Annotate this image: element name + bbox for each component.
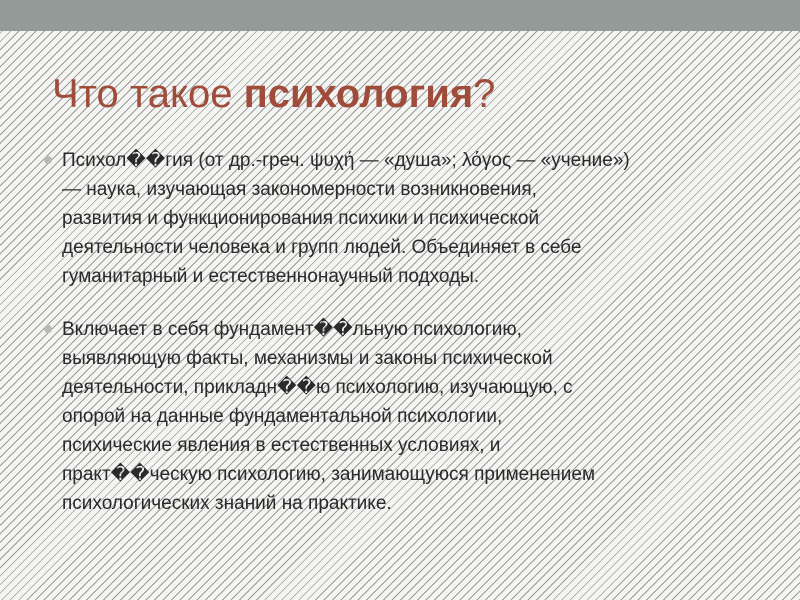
bullet-dot-icon: [44, 156, 52, 164]
slide-title-prefix: Что такое: [52, 72, 244, 116]
bullet-item-branches: [44, 315, 764, 518]
top-banner-bar: [0, 0, 800, 31]
bullet-item-definition: [44, 146, 764, 291]
slide-title: [52, 70, 495, 118]
slide-content: [44, 146, 764, 518]
bullet-dot-icon: [44, 325, 52, 333]
bullet-text-branches: Включает в себя фундамент��льную психологию, выявляющую факты, механизмы и законы психической деятельности, прикладн��ю психологию, изучающую, с опорой на данные фундаментальной психологии, психические явления в естественных условиях, и практ��ческую психологию, занимающуюся применением психологических знаний на практике.: [62, 319, 596, 514]
bullet-text-definition: Психол��гия (от др.-греч. ψυχή — «душа»; λόγος — «учение») — наука, изучающая закономерности возникновения, развития и функционирования психики и психической деятельности человека и групп людей. Объединяет в себе гуманитарный и естественнонаучный подходы.: [62, 150, 630, 287]
slide-title-suffix: ?: [473, 72, 496, 116]
slide-title-emphasis: психология: [243, 72, 474, 116]
